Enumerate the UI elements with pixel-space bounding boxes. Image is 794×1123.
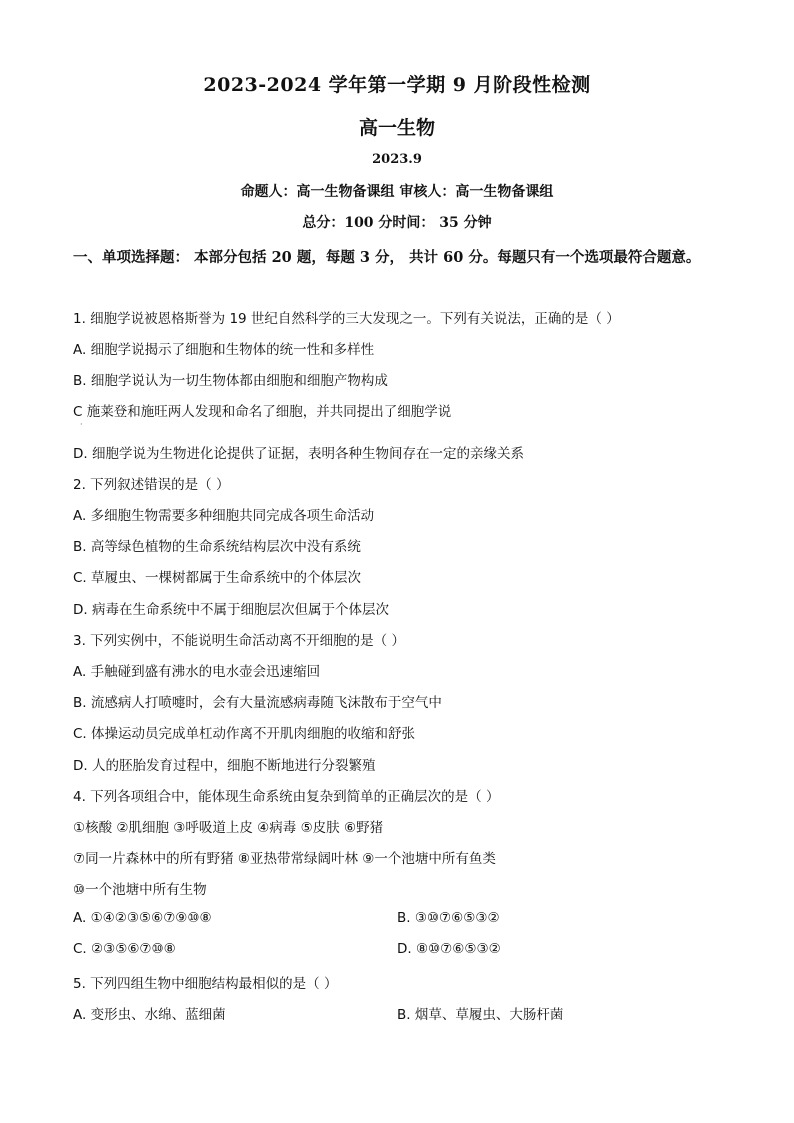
question-4-items-2: ⑦同一片森林中的所有野猪 ⑧亚热带常绿阔叶林 ⑨一个池塘中所有鱼类 — [73, 851, 496, 867]
question-2-option-c: C. 草履虫、一棵树都属于生命系统中的个体层次 — [73, 570, 362, 586]
exam-title: 2023-2024 学年第一学期 9 月阶段性检测 — [203, 74, 591, 96]
question-3-option-d: D. 人的胚胎发育过程中，细胞不断地进行分裂繁殖 — [73, 758, 376, 774]
question-4-option-a: A. ①④②③⑤⑥⑦⑨⑩⑧ — [73, 910, 212, 926]
question-4-option-b: B. ③⑩⑦⑥⑤③② — [397, 910, 500, 926]
exam-score-time: 总分：100 分时间： 35 分钟 — [302, 215, 492, 231]
exam-authors: 命题人：高一生物备课组 审核人：高一生物备课组 — [240, 184, 554, 200]
question-5-stem: 5. 下列四组生物中细胞结构最相似的是（ ） — [73, 976, 338, 992]
question-4-items-3: ⑩一个池塘中所有生物 — [73, 882, 207, 898]
question-2-option-a: A. 多细胞生物需要多种细胞共同完成各项生命活动 — [73, 508, 375, 524]
question-1-option-a: A. 细胞学说揭示了细胞和生物体的统一性和多样性 — [73, 342, 375, 358]
question-1-option-b: B. 细胞学说认为一切生物体都由细胞和细胞产物构成 — [73, 373, 388, 389]
question-5-option-b: B. 烟草、草履虫、大肠杆菌 — [397, 1007, 564, 1023]
question-2-option-d: D. 病毒在生命系统中不属于细胞层次但属于个体层次 — [73, 602, 389, 618]
question-1-stem: 1. 细胞学说被恩格斯誉为 19 世纪自然科学的三大发现之一。下列有关说法，正确的是（ ） — [73, 311, 620, 327]
section-heading: 一、单项选择题： 本部分包括 20 题，每题 3 分， 共计 60 分。每题只有一个选项最符合题意。 — [73, 249, 701, 266]
question-4-option-d: D. ⑧⑩⑦⑥⑤③② — [397, 941, 501, 957]
question-5-option-a: A. 变形虫、水绵、蓝细菌 — [73, 1007, 226, 1023]
question-2-option-b: B. 高等绿色植物的生命系统结构层次中没有系统 — [73, 539, 361, 555]
question-3-stem: 3. 下列实例中，不能说明生命活动离不开细胞的是（ ） — [73, 633, 405, 649]
question-2-stem: 2. 下列叙述错误的是（ ） — [73, 477, 230, 493]
question-1-option-c: C 施莱登和施旺两人发现和命名了细胞，并共同提出了细胞学说 — [73, 404, 452, 420]
question-4-items-1: ①核酸 ②肌细胞 ③呼吸道上皮 ④病毒 ⑤皮肤 ⑥野猪 — [73, 820, 384, 836]
exam-subject: 高一生物 — [358, 117, 435, 139]
question-4-option-c: C. ②③⑤⑥⑦⑩⑧ — [73, 941, 176, 957]
stray-mark: · — [80, 420, 83, 429]
question-3-option-c: C. 体操运动员完成单杠动作离不开肌肉细胞的收缩和舒张 — [73, 726, 416, 742]
question-3-option-b: B. 流感病人打喷嚏时，会有大量流感病毒随飞沫散布于空气中 — [73, 695, 442, 711]
question-4-stem: 4. 下列各项组合中，能体现生命系统由复杂到简单的正确层次的是（ ） — [73, 789, 500, 805]
question-1-option-d: D. 细胞学说为生物进化论提供了证据，表明各种生物间存在一定的亲缘关系 — [73, 446, 524, 462]
question-3-option-a: A. 手触碰到盛有沸水的电水壶会迅速缩回 — [73, 664, 321, 680]
exam-date: 2023.9 — [372, 152, 422, 167]
